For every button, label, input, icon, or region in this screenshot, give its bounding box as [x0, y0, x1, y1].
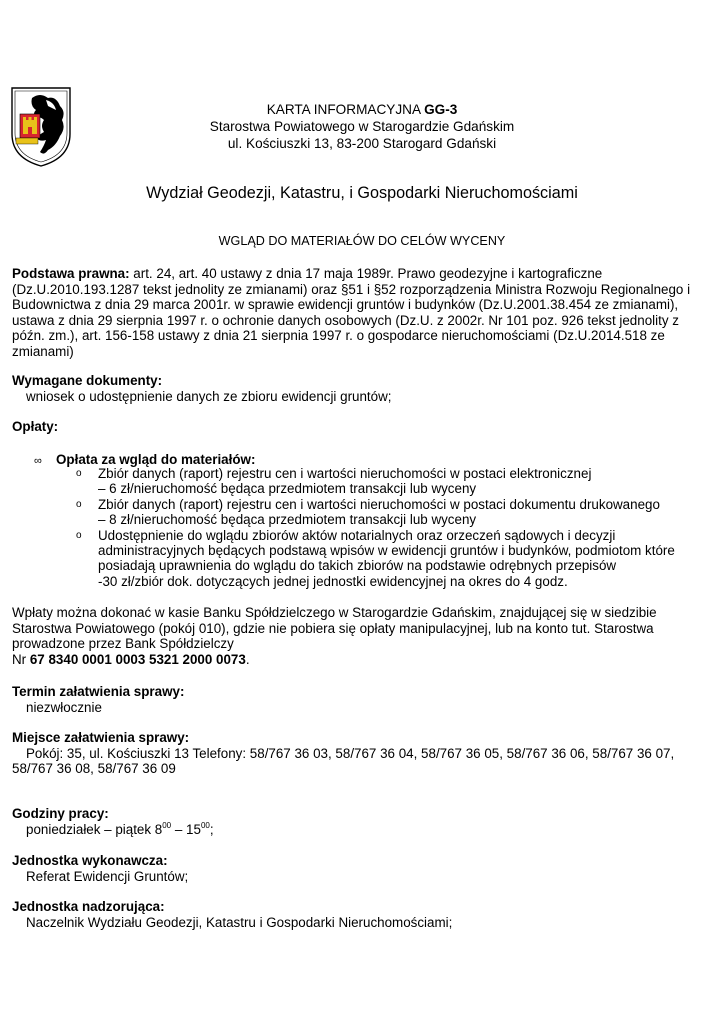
fees-label: Opłaty: [12, 419, 59, 434]
fees-list [76, 466, 696, 589]
required-docs-section [12, 373, 712, 404]
hours-section [12, 806, 712, 837]
office-name: Starostwa Powiatowego w Starogardzie Gdańskim [209, 119, 515, 134]
infinity-bullet-icon: ∞ [34, 455, 42, 467]
document-title: WGLĄD DO MATERIAŁÓW DO CELÓW WYCENY [218, 234, 506, 248]
fee-item: o Zbiór danych (raport) rejestru cen i wartości nieruchomości w postaci dokumentu drukowanego – 8 zł/nieruchomość będąca przedmiotem transakcji lub wyceny [76, 496, 660, 528]
circle-bullet-icon: o [76, 498, 82, 510]
circle-bullet-icon: o [76, 529, 82, 541]
legal-basis-label: Podstawa prawna: [12, 266, 130, 281]
fee-item: o Zbiór danych (raport) rejestru cen i wartości nieruchomości w postaci elektronicznej – 6 zł/nieruchomość będąca przedmiotem transakcji lub wyceny [76, 466, 592, 497]
card-title: KARTA INFORMACYJNA GG-3 [266, 102, 458, 117]
required-docs-label: Wymagane dokumenty: [12, 373, 163, 388]
fees-subheading: ∞ Opłata za wgląd do materiałów: [34, 452, 256, 467]
list-item: Naczelnik Wydziału Geodezji, Katastru i Gospodarki Nieruchomościami; [26, 914, 453, 930]
place-label: Miejsce załatwienia sprawy: [12, 730, 190, 745]
payment-section: Wpłaty można dokonać w kasie Banku Spółdzielczego w Starogardzie Gdańskim, znajdującej się w siedzibie Starostwa Powiatowego (pokój 010), gdzie nie pobiera się opłaty manipulacyjnej, lub na konto tut. Starostwa prowadzone przez Bank Spółdzielczy Nr 67 8340 0001 0003 5321 2000 0073. [12, 605, 657, 667]
list-item: niezwłocznie [26, 699, 102, 715]
list-item: Referat Ewidencji Gruntów; [26, 868, 189, 884]
legal-basis-section [12, 266, 712, 360]
executing-unit-section [12, 853, 712, 884]
office-address: ul. Kościuszki 13, 83-200 Starogard Gdański [227, 136, 497, 151]
list-item: poniedziałek – piątek $8^{00} - 15^{00}$; [26, 820, 214, 837]
legal-basis-text: art. 24, art. 40 ustawy z dnia 17 maja 1989r. Prawo geodezyjne i kartograficzne (Dz.U.2010.193.1287 tekst jednolity ze zmianami) oraz §51 i §52 rozporządzenia Ministra Rozwoju Regionalnego i Budownictwa z dnia 29 marca 2001r. w sprawie ewidencji gruntów i budynków (Dz.U.2001.38.454 ze zmianami), ustawa z dnia 29 sierpnia 1997 r. o ochronie danych osobowych (Dz.U. z 2002r. Nr 101 poz. 926 tekst jednolity z późn. zm.), art. 156-158 ustawy z dnia 21 sierpnia 1997 r. o gospodarce nieruchomościami (Dz.U.2014.518 ze zmianami) [12, 266, 691, 359]
list-item: Pokój: 35, ul. Kościuszki 13 Telefony: 58/767 36 03, 58/767 36 04, 58/767 36 05, 58/767 36 06, 58/767 36 07, 58/767 36 08, 58/767 36 09 [12, 745, 675, 777]
coat-of-arms-icon [10, 86, 72, 168]
document-header [160, 101, 564, 152]
circle-bullet-icon: o [76, 468, 82, 479]
payment-text: Wpłaty można dokonać w kasie Banku Spółdzielczego w Starogardzie Gdańskim, znajdującej się w siedzibie Starostwa Powiatowego (pokój 010), gdzie nie pobiera się opłaty manipulacyjnej, lub na konto tut. Starostwa prowadzone przez Bank Spółdzielczy [12, 605, 657, 652]
bank-account-number: 67 8340 0001 0003 5321 2000 0073 [29, 651, 246, 667]
deadline-section [12, 684, 712, 715]
deadline-label: Termin załatwienia sprawy: [12, 684, 185, 699]
supervising-unit-label: Jednostka nadzorująca: [12, 899, 165, 914]
card-code: GG-3 [424, 102, 458, 117]
place-section [12, 730, 712, 777]
hours-label: Godziny pracy: [12, 806, 109, 821]
list-item: wniosek o udostępnienie danych ze zbioru ewidencji gruntów; [26, 388, 392, 404]
executing-unit-label: Jednostka wykonawcza: [12, 853, 168, 868]
supervising-unit-section [12, 899, 712, 930]
department-name: Wydział Geodezji, Katastru, i Gospodarki Nieruchomościami [146, 184, 578, 202]
fee-item: o Udostępnienie do wglądu zbiorów aktów notarialnych oraz orzeczeń sądowych i decyzji administracyjnych będących podstawą wpisów w ewidencji gruntów i budynków, podmiotom które posiadają uprawnienia do wglądu do takich zbiorów na podstawie odrębnych przepisów -30 zł/zbiór dok. dotyczących jednej jednostki ewidencyjnej na okres do 4 godz. [76, 527, 675, 589]
